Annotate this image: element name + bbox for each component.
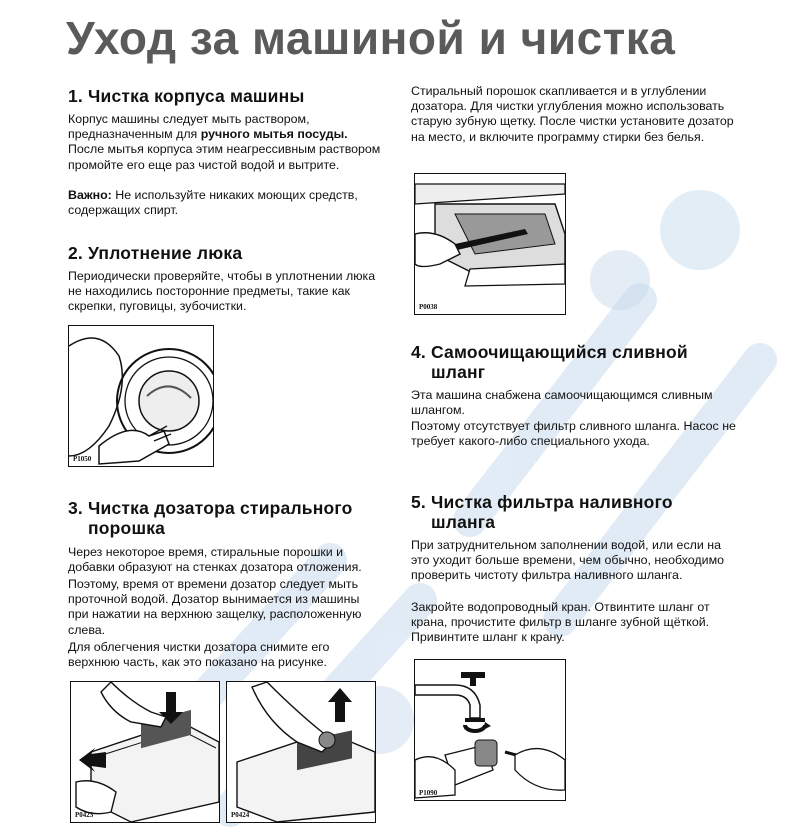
section-1-paragraph-1: [68, 112, 382, 173]
figure-dispenser-brush: [414, 173, 566, 315]
section-5-title-line-2: шланга: [431, 512, 496, 532]
figure-code: P0038: [419, 303, 438, 311]
s1-text-a: Корпус машины следует мыть раствором, предназначенным для: [68, 112, 310, 142]
s1-important-text: Не используйте никаких моющих средств, содержащих спирт.: [68, 188, 358, 218]
section-4-title-line-2: шланг: [431, 362, 486, 382]
page-title: Уход за машиной и чистка: [66, 12, 676, 64]
dispenser-top-illustration: [227, 682, 375, 822]
inlet-filter-illustration: [415, 660, 565, 800]
figure-code: P1050: [73, 455, 92, 463]
section-3-number: 3.: [68, 498, 83, 518]
section-2-title: Уплотнение люка: [88, 243, 243, 263]
figure-code: P0423: [75, 811, 94, 819]
figure-door-seal: [68, 325, 214, 467]
section-5-paragraph-1: При затруднительном заполнении водой, или если на это уходит больше времени, чем обычно, необходимо проверить чистоту фильтра наливного шланга.: [411, 538, 724, 583]
section-2-number: 2.: [68, 243, 83, 263]
section-3-continuation-paragraph: Стиральный порошок скапливается и в углублении дозатора. Для чистки углубления можно использовать старую зубную щетку. После чистки установите дозатор на место, и включите программу стирки без белья.: [411, 84, 734, 144]
s1-text-bold: ручного мытья посуды.: [200, 127, 348, 142]
section-5-title-line-1: Чистка фильтра наливного: [431, 492, 673, 512]
section-4-paragraph-2: Поэтому отсутствует фильтр сливного шланга. Насос не требует какого-либо специального ухода.: [411, 419, 736, 449]
section-4-title-line-1: Самоочищающийся сливной: [431, 342, 688, 362]
dispenser-remove-illustration: [71, 682, 219, 822]
section-1-number: 1.: [68, 86, 83, 106]
figure-dispenser-remove: [70, 681, 220, 823]
figure-inlet-filter: [414, 659, 566, 801]
section-3-paragraph-3: Для облегчения чистки дозатора снимите его верхнюю часть, как это показано на рисунке.: [68, 640, 330, 670]
section-5-paragraph-2: Закройте водопроводный кран. Отвинтите шланг от крана, прочистите фильтр в шланге зубной щёткой. Привинтите шланг к крану.: [411, 600, 710, 645]
figure-code: P0424: [231, 811, 250, 819]
section-3-title-line-1: Чистка дозатора стирального: [88, 498, 353, 518]
s1-text-c: После мытья корпуса этим неагрессивным раствором промойте его еще раз чистой водой и вытрите.: [68, 142, 381, 172]
section-4-number: 4.: [411, 342, 426, 362]
section-2-paragraph-1: Периодически проверяйте, чтобы в уплотнении люка не находились посторонние предметы, такие как скрепки, пуговицы, зубочистки.: [68, 269, 376, 314]
section-5-number: 5.: [411, 492, 426, 512]
section-2-heading: [68, 243, 242, 263]
figure-code: P1090: [419, 789, 438, 797]
section-3-paragraph-2: Поэтому, время от времени дозатор следует мыть проточной водой. Дозатор вынимается из машины при нажатии на верхнюю защелку, расположенную слева.: [68, 577, 362, 637]
door-seal-illustration: [69, 326, 213, 466]
section-4-paragraph-1: Эта машина снабжена самоочищающимся сливным шлангом.: [411, 388, 713, 418]
section-1-paragraph-2: [68, 188, 358, 218]
s1-important-label: Важно:: [68, 188, 112, 202]
dispenser-brush-illustration: [415, 174, 565, 314]
section-3-title-line-2: порошка: [88, 518, 166, 538]
section-4-heading: [411, 342, 688, 382]
section-5-heading: [411, 492, 673, 532]
figure-dispenser-top: [226, 681, 376, 823]
section-1-title: Чистка корпуса машины: [88, 86, 305, 106]
section-3-heading: [68, 498, 353, 538]
section-3-paragraph-1: Через некоторое время, стиральные порошки и добавки образуют на стенках дозатора отложения.: [68, 545, 362, 575]
section-1-heading: [68, 86, 305, 106]
